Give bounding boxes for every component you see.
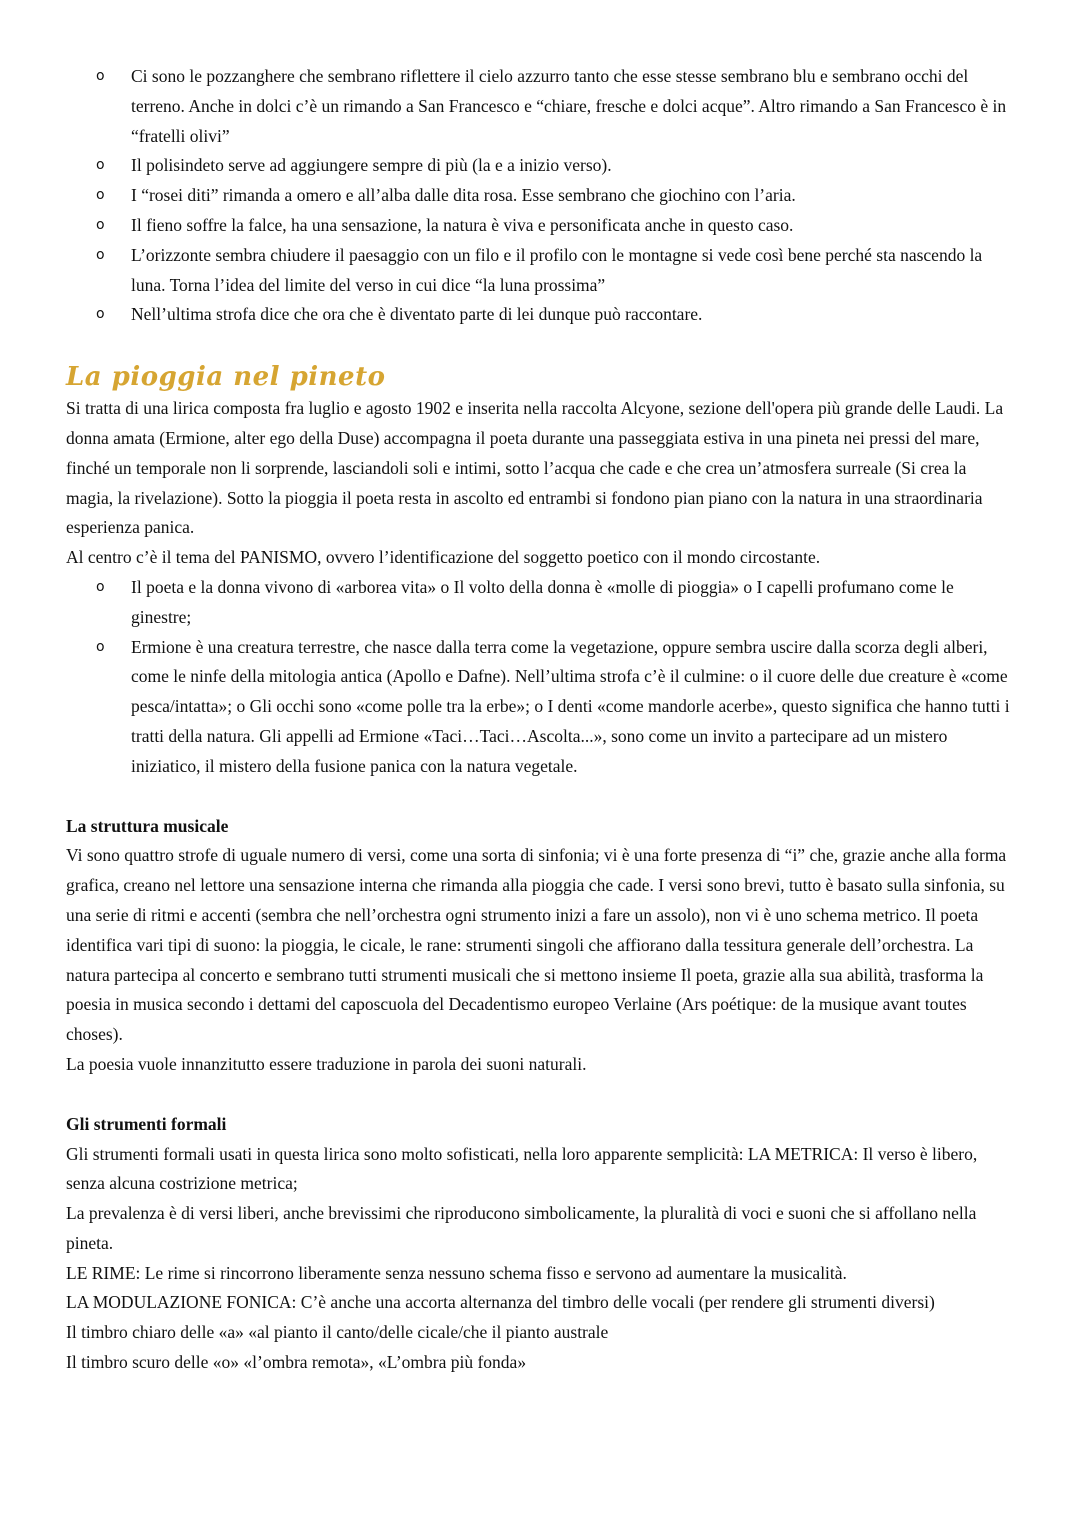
- panismo-bullet-list: [66, 573, 1016, 782]
- bullet-marker: o: [96, 246, 105, 263]
- spacer: [66, 782, 1016, 812]
- bullet-marker: o: [96, 216, 105, 233]
- list-item-text: L’orizzonte sembra chiudere il paesaggio con un filo e il profilo con le montagne si vede così bene perché sta nascendo la luna. Torna l’idea del limite del verso in cui dice “la luna prossima”: [131, 244, 983, 295]
- strumenti-formali-line: LA MODULAZIONE FONICA: C’è anche una accorta alternanza del timbro delle vocali (per rendere gli strumenti diversi): [66, 1292, 935, 1313]
- subheading-strumenti-formali: Gli strumenti formali: [66, 1113, 227, 1134]
- list-item-text: Ermione è una creatura terrestre, che nasce dalla terra come la vegetazione, oppure sembra uscire dalla scorza degli alberi, come le ninfe della mitologia antica (Apollo e Dafne). Nell’ultima strofa c’è il culmine: o il cuore delle due creature è «come pesca/intatta»; o Gli occhi sono «come polle tra la erbe»; o I denti «come mandorle acerbe», questo significa che hanno tutti i tratti della natura. Gli appelli ad Ermione «Taci…Taci…Ascolta...», sono come un invito a partecipare ad un mistero iniziatico, il mistero della fusione panica con la natura vegetale.: [131, 636, 1010, 776]
- list-item: [66, 151, 1016, 181]
- spacer: [66, 1080, 1016, 1110]
- section-intro-paragraph: Si tratta di una lirica composta fra luglio e agosto 1902 e inserita nella raccolta Alcyone, sezione dell'opera più grande delle Laudi. La donna amata (Ermione, alter ego della Duse) accompagna il poeta durante una passeggiata estiva in una pineta nei pressi del mare, finché un temporale non li sorprende, lasciandoli soli e intimi, sotto l’acqua che cade e che crea un’atmosfera surreale (Si crea la magia, la rivelazione). Sotto la pioggia il poeta resta in ascolto ed entrambi si fondono pian piano con la natura in una straordinaria esperienza panica.: [66, 398, 1004, 538]
- list-item-text: Il polisindeto serve ad aggiungere sempre di più (la e a inizio verso).: [131, 155, 612, 176]
- strumenti-formali-line: La prevalenza è di versi liberi, anche brevissimi che riproducono simbolicamente, la pluralità di voci e suoni che si affollano nella pineta.: [66, 1203, 977, 1253]
- top-bullet-list: [66, 62, 1016, 330]
- strumenti-formali-line: Gli strumenti formali usati in questa lirica sono molto sofisticati, nella loro apparente semplicità: LA METRICA: Il verso è libero, senza alcuna costrizione metrica;: [66, 1143, 978, 1194]
- list-item: [66, 241, 1016, 301]
- strumenti-formali-line: Il timbro chiaro delle «a» «al pianto il canto/delle cicale/che il pianto australe: [66, 1322, 609, 1343]
- list-item: [66, 573, 1016, 633]
- bullet-marker: o: [96, 187, 105, 204]
- list-item: [66, 633, 1016, 782]
- list-item-text: Il fieno soffre la falce, ha una sensazione, la natura è viva e personificata anche in questo caso.: [131, 214, 794, 235]
- bullet-marker: o: [96, 306, 105, 323]
- section-title: La pioggia nel pineto: [66, 362, 386, 393]
- list-item-text: Il poeta e la donna vivono di «arborea vita» o Il volto della donna è «molle di pioggia» o I capelli profumano come le ginestre;: [131, 576, 954, 627]
- panismo-paragraph: Al centro c’è il tema del PANISMO, ovvero l’identificazione del soggetto poetico con il mondo circostante.: [66, 547, 821, 568]
- list-item: [66, 211, 1016, 241]
- struttura-musicale-paragraph: Vi sono quattro strofe di uguale numero di versi, come una sorta di sinfonia; vi è una forte presenza di “i” che, grazie anche alla forma grafica, creano nel lettore una sensazione interna che rimanda alla pioggia che cade. I versi sono brevi, tutto è basato sulla sinfonia, su una serie di ritmi e accenti (sembra che nell’orchestra ogni strumento inizi a fare un assolo), non vi è uno schema metrico. Il poeta identifica vari tipi di suono: la pioggia, le cicale, le rane: strumenti singoli che affiorano dalla tessitura generale dell’orchestra. La natura partecipa al concerto e sembrano tutti strumenti musicali che si mettono insieme Il poeta, grazie alla sua abilità, trasforma la poesia in musica secondo i dettami del caposcuola del Decadentismo europeo Verlaine (Ars poétique: de la musique avant toutes choses).: [66, 845, 1007, 1045]
- bullet-marker: o: [96, 157, 105, 174]
- strumenti-formali-line: LE RIME: Le rime si rincorrono liberamente senza nessuno schema fisso e servono ad aumentare la musicalità.: [66, 1262, 847, 1283]
- list-item-text: Nell’ultima strofa dice che ora che è diventato parte di lei dunque può raccontare.: [131, 304, 703, 325]
- strumenti-formali-line: Il timbro scuro delle «o» «l’ombra remota», «L’ombra più fonda»: [66, 1352, 527, 1373]
- list-item-text: Ci sono le pozzanghere che sembrano riflettere il cielo azzurro tanto che esse stesse sembrano blu e sembrano occhi del terreno. Anche in dolci c’è un rimando a San Francesco e “chiare, fresche e dolci acque”. Altro rimando a San Francesco è in “fratelli olivi”: [131, 66, 1007, 146]
- list-item-text: I “rosei diti” rimanda a omero e all’alba dalle dita rosa. Esse sembrano che giochino con l’aria.: [131, 185, 796, 206]
- bullet-marker: o: [96, 578, 105, 595]
- bullet-marker: o: [96, 68, 105, 84]
- struttura-musicale-closing: La poesia vuole innanzitutto essere traduzione in parola dei suoni naturali.: [66, 1053, 587, 1074]
- list-item: [66, 181, 1016, 211]
- subheading-struttura-musicale: La struttura musicale: [66, 815, 229, 836]
- list-item: [66, 300, 1016, 330]
- list-item: [66, 62, 1016, 151]
- bullet-marker: o: [96, 638, 105, 655]
